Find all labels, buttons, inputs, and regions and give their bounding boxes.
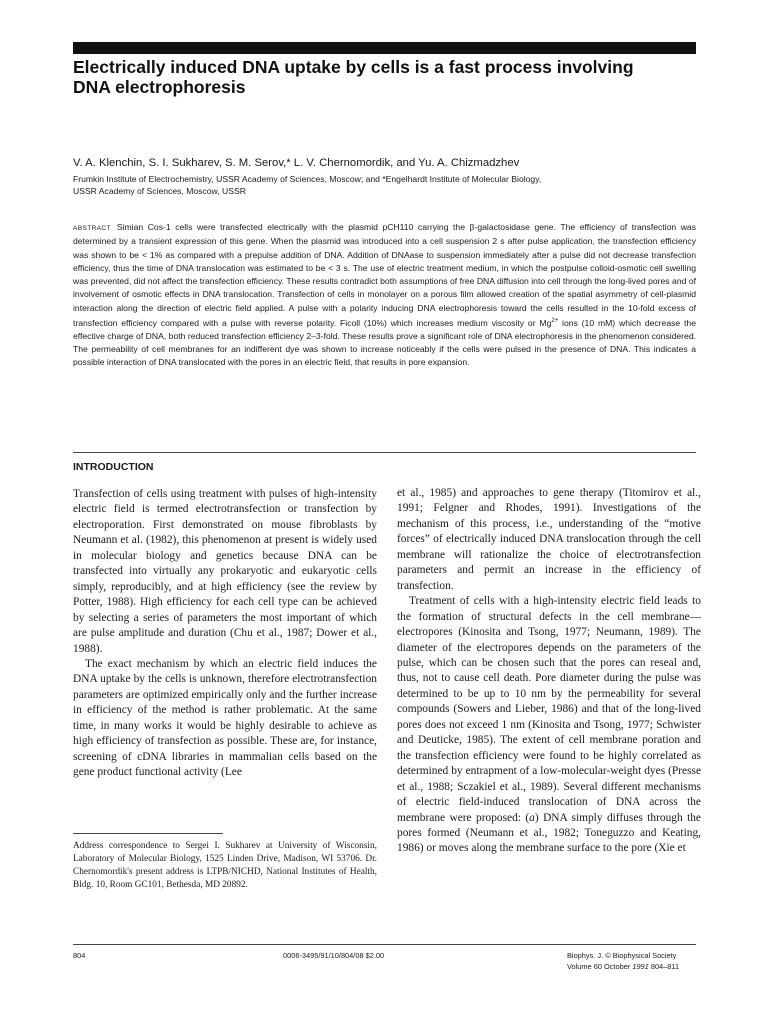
affiliation xyxy=(73,173,696,197)
volume-info xyxy=(567,962,679,972)
intro-paragraph-4-text-b: ) DNA simply diffuses through the pores formed (Neumann et al., 1982; Toneguzzo and Keating, 1986) or moves along the membrane surface to the pore (Xie et xyxy=(397,811,701,855)
intro-paragraph-2: The exact mechanism by which an electric field induces the DNA uptake by the cells is unknown, therefore electrotransfection parameters are optimized empirically only and the further increase in efficiency of the method is rather problematic. At the same time, in many works it would be highly desirable to achieve as high efficiency of transfection as possible. These are, for instance, screening of cDNA libraries in mammalian cells based on the gene product functional activity (Lee xyxy=(73,657,377,779)
correspondence-footnote: Address correspondence to Sergei I. Sukharev at University of Wisconsin, Laboratory of Molecular Biology, 1525 Linden Drive, Madison, WI 53706. Dr. Chernomordik's present address is LTPB/NICHD, National Institutes of Health, Bldg. 10, Room GC101, Bethesda, MD 20892. xyxy=(73,841,377,890)
page-number: 804 xyxy=(73,951,86,960)
header-bar xyxy=(73,42,696,54)
abstract-superscript: 2+ xyxy=(551,317,559,324)
intro-paragraph-4-italic: a xyxy=(529,811,535,824)
abstract xyxy=(73,221,696,370)
article-title xyxy=(73,57,696,97)
volume-pages: 804–811 xyxy=(648,962,680,971)
volume-year: 1991 xyxy=(632,962,649,971)
intro-paragraph-4-text-a: Treatment of cells with a high-intensity electric field leads to the formation of structural defects in the cell membrane—electropores (Kinosita and Tsong, 1977; Neumann, 1989). The diameter of the electropores depends on the parameters of the pulse, which can be chosen such that the pores can reseal and, thus, not to cause cell death. Pore diameter during the pulse was determined to be up to 10 nm by the permeability for several compounds (Sowers and Lieber, 1986) and that of the long-lived pores does not exceed 1 nm (Kinosita and Tsong, 1977; Schwister and Deuticke, 1985). The extent of cell membrane poration and the transfection efficiency were found to be highly correlated as determined by entrapment of a low-molecular-weight dyes (Presse et al., 1988; Sczakiel et al., 1989). Several different mechanisms of electric field-induced translocation of DNA across the membrane were proposed: ( xyxy=(397,595,701,824)
right-column xyxy=(397,486,701,857)
intro-paragraph-1: Transfection of cells using treatment with pulses of high-intensity electric field is termed electrotransfection or transfection by electroporation. First demonstrated on mouse fibroblasts by Neumann et al. (1982), this phenomenon at present is widely used in molecular biology and genetics because DNA can be transfected into virtually any prokaryotic and eukaryotic cells simply, reproducibly, and at high efficiency (see the review by Potter, 1988). High efficiency for each cell type can be achieved by selecting a series of parameters the most important of which are pulse amplitude and duration (Chu et al., 1987; Dower et al., 1988). xyxy=(73,488,377,655)
issn-code: 0006-3495/91/10/804/08 $2.00 xyxy=(283,951,385,960)
footer-divider xyxy=(73,944,696,945)
affiliation-line-1: Frumkin Institute of Electrochemistry, USSR Academy of Sciences, Moscow; and *Engelhardt Institute of Molecular Biology, xyxy=(73,174,542,184)
footnote-divider xyxy=(73,833,223,834)
volume-prefix: Volume 60 October xyxy=(567,962,633,971)
abstract-label: ABSTRACT xyxy=(73,225,111,232)
abstract-text-2: ions (10 mM) which decrease the effective charge of DNA, both reduced transfection efficiency 2–3-fold. These results prove a significant role of DNA electrophoresis in the phenomenon considered. The permeability of cell membranes for an indifferent dye was shown to increase noticeably if the cells were pulsed in the presence of DNA. This indicates a possible interaction of DNA translocated with the pores in an electric field, that results in pore expansion. xyxy=(73,317,696,368)
section-divider xyxy=(73,452,696,453)
title-line-2: DNA electrophoresis xyxy=(73,77,246,97)
left-column xyxy=(73,487,377,781)
title-line-1: Electrically induced DNA uptake by cells is a fast process involving xyxy=(73,57,634,77)
journal-name: Biophys. J. © Biophysical Society xyxy=(567,951,677,960)
author-list: V. A. Klenchin, S. I. Sukharev, S. M. Serov,* L. V. Chernomordik, and Yu. A. Chizmadzhev xyxy=(73,157,520,169)
intro-paragraph-3: et al., 1985) and approaches to gene therapy (Titomirov et al., 1991; Felgner and Rhodes, 1991). Investigations of the mechanism of this process, i.e., understanding of the “motive forces” of electrically induced DNA translocation through the cell membrane will rationalize the choice of electrotransfection parameters and permit an increase in the efficiency of transfection. xyxy=(397,487,701,592)
section-heading-introduction: INTRODUCTION xyxy=(73,461,154,473)
affiliation-line-2: USSR Academy of Sciences, Moscow, USSR xyxy=(73,186,246,196)
intro-paragraph-4 xyxy=(397,594,701,857)
abstract-text-1: Simian Cos-1 cells were transfected electrically with the plasmid pCH110 carrying the β-galactosidase gene. The efficiency of transfection was determined by a transient expression of this gene. When the plasmid was introduced into a cell suspension 2 s after pulse application, the transfection efficiency was shown to be < 1% as compared with a prepulse addition of DNA. Addition of DNAase to suspension immediately after a pulse did not decrease transfection efficiency, thus the time of DNA translocation was estimated to be < 3 s. The use of electric treatment medium, in which the postpulse colloid-osmotic cell swelling was prevented, did not affect the transfection efficiency. These results contradict both assumptions of free DNA diffusion into cell through the long-lived pores and of involvement of osmotic effects in DNA translocation. Transfection of cells in monolayer on a porous film allowed creation of the spatial asymmetry of cell-plasmid interaction along the direction of electric field applied. A pulse with a polarity inducing DNA electrophoresis toward the cells resulted in the 10-fold excess of transfection efficiency compared with a pulse with reverse polarity. Ficoll (10%) which increases medium viscosity or Mg xyxy=(73,222,696,328)
